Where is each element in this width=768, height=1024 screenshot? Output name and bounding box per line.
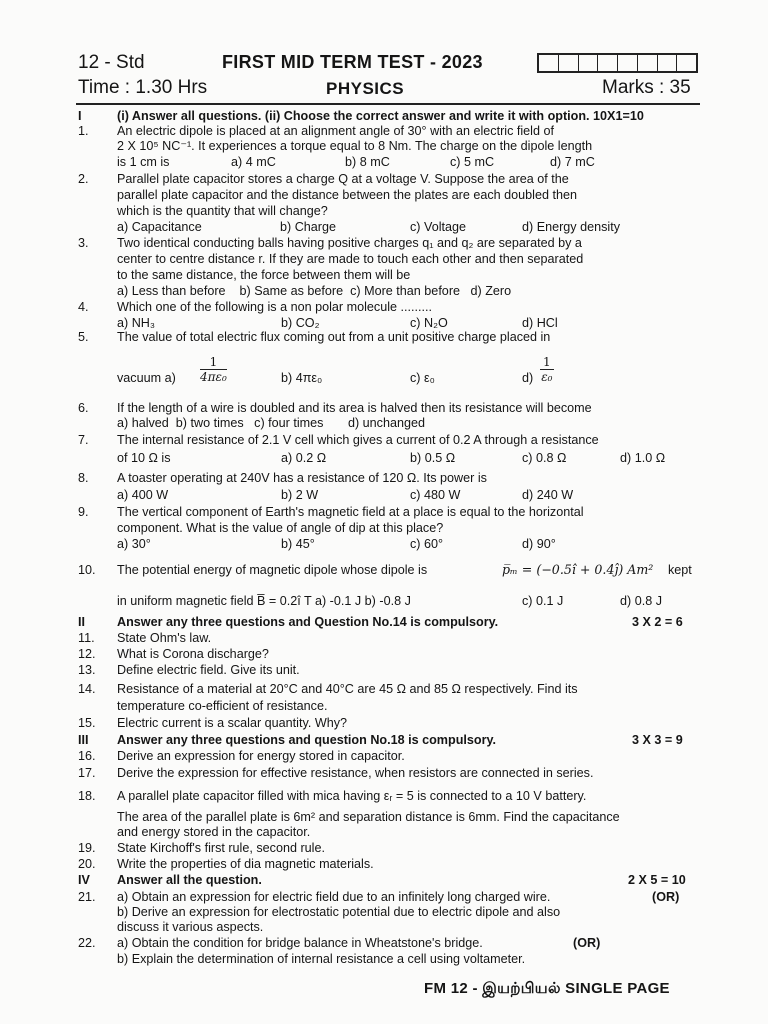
footer-label: FM 12 - இயற்பியல் SINGLE PAGE [424,980,670,997]
fraction-option-d: $\frac{1}{\text{ε₀}}$ [541,355,553,384]
marks-label: Marks : 35 [602,77,691,98]
subject-label: PHYSICS [326,79,405,98]
standard-label: 12 - Std [78,52,145,73]
time-label: Time : 1.30 Hrs [78,77,208,98]
fraction-option-a: $\frac{1}{\text{4πε₀}}$ [200,355,227,384]
header-rule [76,103,700,105]
register-number-boxes [537,53,698,73]
exam-title: FIRST MID TERM TEST - 2023 [222,52,483,72]
